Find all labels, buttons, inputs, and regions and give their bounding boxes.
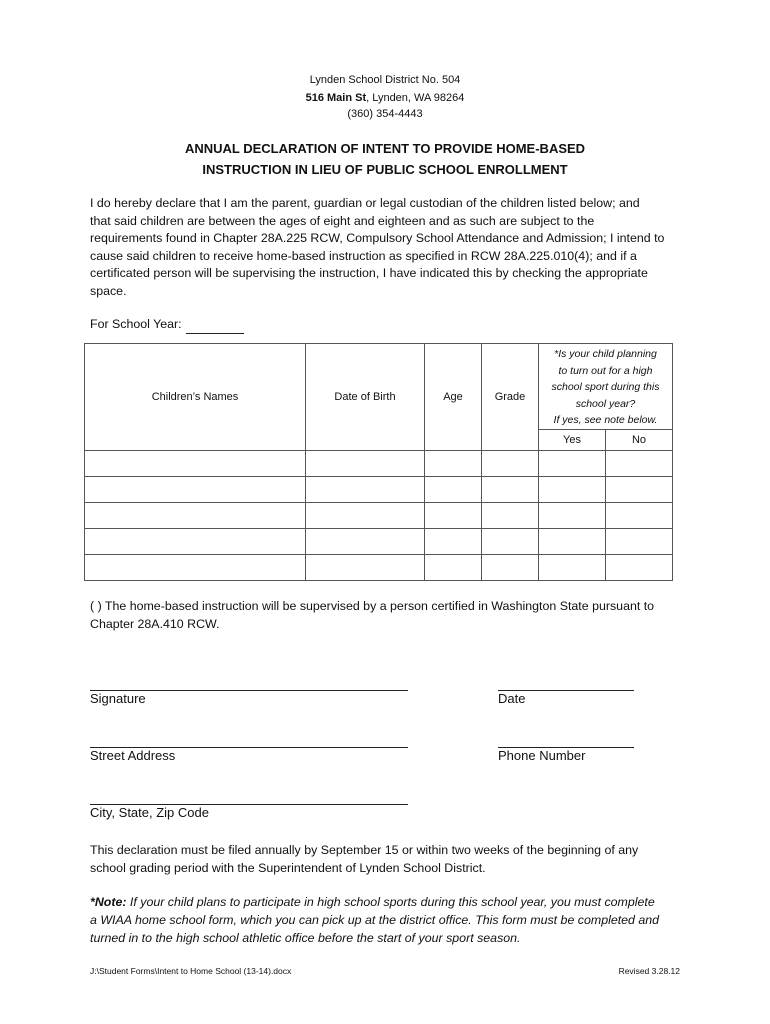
child-name-cell[interactable] <box>85 450 306 476</box>
age-cell[interactable] <box>425 502 482 528</box>
grade-cell[interactable] <box>482 528 539 554</box>
child-name-cell[interactable] <box>85 554 306 580</box>
sport-question-line: to turn out for a high <box>558 364 653 377</box>
declaration-line: I do hereby declare that I am the parent, guardian or legal custodian of the children listed below; and <box>90 196 640 210</box>
no-cell[interactable] <box>606 502 673 528</box>
sports-note <box>90 893 740 947</box>
dob-cell[interactable] <box>306 450 425 476</box>
certified-line: Chapter 28A.410 RCW. <box>90 616 220 631</box>
sport-question-line: school year? <box>575 397 636 410</box>
declaration-paragraph <box>90 195 730 301</box>
age-cell[interactable] <box>425 554 482 580</box>
dob-cell[interactable] <box>306 554 425 580</box>
district-name: Lynden School District No. 504 <box>309 74 461 86</box>
grade-cell[interactable] <box>482 554 539 580</box>
declaration-line: cause said children to receive home-based instruction as specified in RCW 28A.225.010(4); and if a <box>90 248 637 263</box>
yes-cell[interactable] <box>539 554 606 580</box>
form-title-line-1: ANNUAL DECLARATION OF INTENT TO PROVIDE HOME-BASED <box>184 141 586 156</box>
street-address-label: Street Address <box>90 748 176 763</box>
yes-cell[interactable] <box>539 450 606 476</box>
form-title-line-2: INSTRUCTION IN LIEU OF PUBLIC SCHOOL ENROLLMENT <box>202 162 568 177</box>
phone-number-label: Phone Number <box>498 748 586 763</box>
signature-label: Signature <box>90 691 146 706</box>
filing-line: school grading period with the Superintendent of Lynden School District. <box>90 860 486 875</box>
dob-cell[interactable] <box>306 502 425 528</box>
header-no: No <box>606 429 673 450</box>
child-name-cell[interactable] <box>85 476 306 502</box>
header-age: Age <box>425 344 482 451</box>
note-line: turned in to the high school athletic office before the start of your sport season. <box>90 931 521 945</box>
no-cell[interactable] <box>606 450 673 476</box>
city-state-zip-label: City, State, Zip Code <box>90 805 209 820</box>
child-name-cell[interactable] <box>85 502 306 528</box>
certified-statement <box>90 598 740 633</box>
district-address <box>0 92 770 104</box>
yes-cell[interactable] <box>539 502 606 528</box>
declaration-line: that said children are between the ages of eight and eighteen and as such are subject to the <box>90 213 595 228</box>
declaration-line: certificated person will be supervising the instruction, I have indicated this by checking the appropriate <box>90 266 648 281</box>
certified-line: ( ) The home-based instruction will be supervised by a person certified in Washington State pursuant to <box>90 599 655 613</box>
declaration-line: requirements found in Chapter 28A.225 RCW, Compulsory School Attendance and Admission; I intend to <box>90 231 665 246</box>
children-table <box>84 343 673 581</box>
street-bold: 516 Main St <box>305 92 367 104</box>
footer-file-path: J:\Student Forms\Intent to Home School (13-14).docx <box>90 966 292 976</box>
filing-line: This declaration must be filed annually by September 15 or within two weeks of the beginning of any <box>90 843 639 857</box>
grade-cell[interactable] <box>482 502 539 528</box>
header-sport-question <box>539 344 673 430</box>
header-date-of-birth: Date of Birth <box>306 344 425 451</box>
age-cell[interactable] <box>425 476 482 502</box>
declaration-line: space. <box>90 283 127 298</box>
header-grade: Grade <box>482 344 539 451</box>
age-cell[interactable] <box>425 528 482 554</box>
footer-revised: Revised 3.28.12 <box>618 966 680 976</box>
city-state: , Lynden, WA 98264 <box>366 92 465 104</box>
no-cell[interactable] <box>606 554 673 580</box>
header-yes: Yes <box>539 429 606 450</box>
yes-cell[interactable] <box>539 528 606 554</box>
note-line: a WIAA home school form, which you can pick up at the district office. This form must be completed and <box>90 913 660 927</box>
age-cell[interactable] <box>425 450 482 476</box>
no-cell[interactable] <box>606 476 673 502</box>
grade-cell[interactable] <box>482 450 539 476</box>
yes-cell[interactable] <box>539 476 606 502</box>
filing-statement <box>90 842 740 877</box>
sport-question-line: school sport during this <box>551 381 660 393</box>
dob-cell[interactable] <box>306 528 425 554</box>
note-label: *Note: <box>90 895 127 909</box>
note-line: *Note: If your child plans to participate in high school sports during this school year, you must complete <box>90 895 655 909</box>
grade-cell[interactable] <box>482 476 539 502</box>
dob-cell[interactable] <box>306 476 425 502</box>
no-cell[interactable] <box>606 528 673 554</box>
district-phone: (360) 354-4443 <box>347 108 423 120</box>
certified-checkbox[interactable] <box>92 598 110 615</box>
sport-question-line: *Is your child planning <box>554 348 657 360</box>
header-childrens-names: Children’s Names <box>85 344 306 451</box>
school-year-label: For School Year: <box>90 317 182 331</box>
sport-question-line: If yes, see note below. <box>553 414 658 426</box>
school-year-field[interactable] <box>186 333 244 334</box>
child-name-cell[interactable] <box>85 528 306 554</box>
date-label: Date <box>498 691 526 706</box>
